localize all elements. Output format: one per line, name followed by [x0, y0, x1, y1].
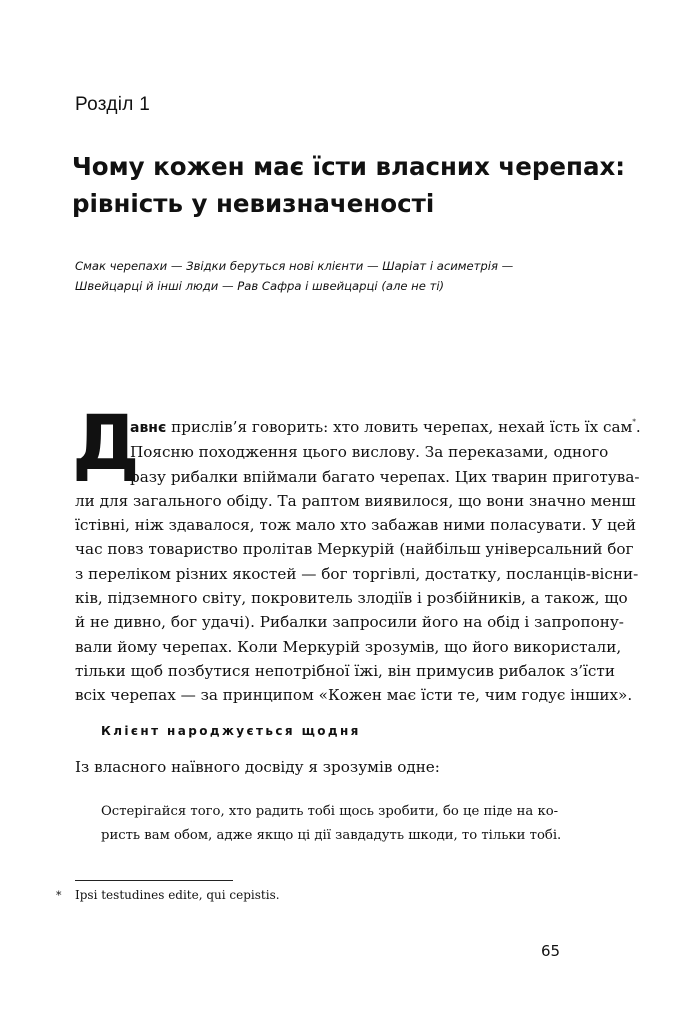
footnote — [56, 888, 280, 902]
footnote-marker: * — [56, 889, 62, 902]
body-line-2: Поясню походження цього вислову. За переказами, одного — [130, 443, 609, 462]
section-heading: Клієнт народжується щодня — [101, 724, 361, 738]
body-line-6: час повз товариство пролітав Меркурій (найбільш універсальний бог — [75, 540, 634, 559]
body-line-5: їстівні, ніж здавалося, тож мало хто забажав ними поласувати. У цей — [75, 516, 637, 535]
lead-word: авнє — [130, 420, 167, 436]
quote-line-2: ристь вам обом, адже якщо ці дії завдадуть шкоди, то тільки тобі. — [101, 828, 562, 843]
body-line-11: тільки щоб позбутися непотрібної їжі, він примусив рибалок з’їсти — [75, 661, 615, 680]
body-line-7: з переліком різних якостей — бог торгівлі, достатку, посланців-вісни- — [75, 564, 639, 583]
body-paragraph — [72, 398, 641, 708]
section-intro: Із власного наївного досвіду я зрозумів одне: — [75, 758, 440, 776]
contents-line-2: Швейцарці й інші люди — Рав Сафра і швейцарці (але не ті) — [75, 279, 445, 293]
quote-line-1: Остерігайся того, хто радить тобі щось зробити, бо це піде на ко- — [101, 804, 559, 819]
body-line-1 — [75, 410, 641, 440]
body-line-9: й не дивно, бог удачі). Рибалки запросили його на обід і запропону- — [75, 613, 624, 632]
body-line-1-text: прислів’я говорить: хто ловить черепах, нехай їсть їх сам — [166, 418, 633, 436]
chapter-title — [72, 148, 632, 222]
block-quote — [101, 800, 571, 848]
body-line-10: вали йому черепах. Коли Меркурій зрозумів, що його використали, — [75, 637, 622, 656]
chapter-label: Розділ 1 — [75, 94, 151, 115]
footnote-text: Ipsi testudines edite, qui cepistis. — [75, 888, 280, 902]
footnote-divider — [75, 880, 233, 881]
contents-line-1: Смак черепахи — Звідки беруться нові клієнти — Шаріат і асиметрія — — [75, 259, 514, 273]
body-line-3: разу рибалки впіймали багато черепах. Цих тварин приготува- — [130, 467, 640, 486]
body-line-12: всіх черепах — за принципом «Кожен має їсти те, чим годує інших». — [75, 686, 633, 705]
chapter-title-line-2: рівність у невизначеності — [72, 189, 435, 218]
page-number: 65 — [541, 942, 561, 960]
body-line-8: ків, підземного світу, покровитель злодіїв і розбійників, а також, що — [75, 589, 628, 608]
footnote-reference: * — [632, 418, 636, 426]
body-line-4: ли для загального обіду. Та раптом виявилося, що вони значно менш — [75, 491, 636, 510]
body-line-1-end: . — [635, 418, 641, 436]
drop-cap: Д — [72, 398, 140, 487]
chapter-title-line-1: Чому кожен має їсти власних черепах: — [72, 152, 626, 181]
chapter-contents — [75, 256, 595, 296]
